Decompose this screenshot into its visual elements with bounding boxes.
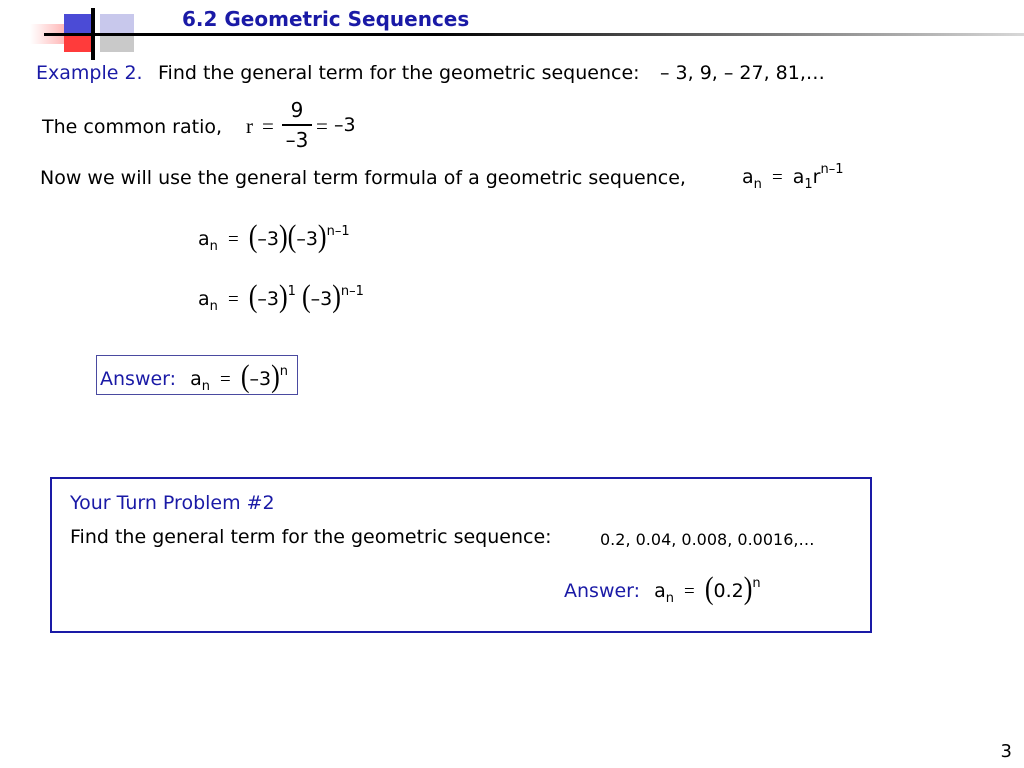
step2-equation <box>198 279 364 314</box>
paren-close: ) <box>271 359 280 394</box>
formula-a-subscript: 1 <box>804 177 813 192</box>
your-turn-answer-exponent: n <box>752 576 761 591</box>
formula-r: r <box>812 166 821 188</box>
ratio-result: –3 <box>334 114 356 136</box>
your-turn-answer-base: 0.2 <box>713 580 744 602</box>
step1-equals: = <box>227 229 239 250</box>
ratio-equals-2: = <box>316 114 328 138</box>
ratio-denominator: –3 <box>285 127 309 152</box>
formula-lhs-subscript: n <box>753 177 762 192</box>
your-turn-answer-equals: = <box>684 581 695 602</box>
answer-lhs-subscript: n <box>201 379 210 394</box>
step1-lhs-subscript: n <box>209 239 218 254</box>
your-turn-prompt: Find the general term for the geometric sequence: <box>70 526 552 548</box>
ratio-r: r <box>246 114 253 138</box>
ratio-text: The common ratio, <box>42 116 223 138</box>
paren-open: ( <box>704 571 714 606</box>
step2-lhs: a <box>198 288 210 310</box>
your-turn-sequence: 0.2, 0.04, 0.008, 0.0016,… <box>600 530 815 549</box>
example-label: Example 2. <box>36 62 143 84</box>
paren-open: ( <box>287 219 297 254</box>
header-square-red <box>64 34 94 52</box>
header-rule <box>44 33 1024 36</box>
step1-base-1: –3 <box>257 228 279 250</box>
answer-exponent: n <box>279 364 288 379</box>
formula-equals: = <box>771 167 783 188</box>
your-turn-answer-label: Answer: <box>564 580 641 602</box>
step1-lhs: a <box>198 228 210 250</box>
ratio-numerator: 9 <box>290 98 304 122</box>
ratio-equals: = <box>262 114 274 138</box>
step1-equation <box>198 219 350 254</box>
answer-label: Answer: <box>100 368 177 390</box>
paren-open: ( <box>240 359 250 394</box>
your-turn-answer-lhs: a <box>654 580 666 602</box>
step2-equals: = <box>227 289 239 310</box>
formula-text: Now we will use the general term formula of a geometric sequence, <box>40 167 686 189</box>
ratio-fraction <box>282 98 312 152</box>
example-sequence: – 3, 9, – 27, 81,… <box>660 62 825 84</box>
answer-lhs: a <box>190 368 202 390</box>
paren-open: ( <box>248 219 258 254</box>
paren-open: ( <box>248 279 258 314</box>
step2-base-2: –3 <box>310 288 333 310</box>
paren-close: ) <box>332 279 341 314</box>
answer-equation <box>100 359 288 394</box>
step1-exponent: n–1 <box>326 224 350 239</box>
header-square-gray <box>100 34 134 52</box>
example-prompt: Find the general term for the geometric sequence: <box>158 62 640 84</box>
formula-a: a <box>792 166 805 188</box>
your-turn-title: Your Turn Problem #2 <box>70 492 275 514</box>
paren-close: ) <box>743 571 753 606</box>
your-turn-answer <box>564 571 761 606</box>
formula-expression <box>742 162 844 192</box>
paren-close: ) <box>278 279 288 314</box>
step2-exponent-1: 1 <box>287 284 296 299</box>
step2-lhs-subscript: n <box>209 299 218 314</box>
step2-base-1: –3 <box>257 288 279 310</box>
slide-title: 6.2 Geometric Sequences <box>182 7 470 31</box>
step2-exponent-2: n–1 <box>340 284 364 299</box>
step1-base-2: –3 <box>296 228 318 250</box>
your-turn-answer-lhs-subscript: n <box>665 591 674 606</box>
answer-equals: = <box>220 369 231 390</box>
formula-exponent: n–1 <box>820 162 844 177</box>
paren-close: ) <box>317 219 327 254</box>
formula-lhs: a <box>742 166 754 188</box>
fraction-bar <box>282 124 312 126</box>
paren-open: ( <box>301 279 311 314</box>
paren-close: ) <box>278 219 288 254</box>
answer-base: –3 <box>249 368 272 390</box>
page-number: 3 <box>1000 741 1012 762</box>
